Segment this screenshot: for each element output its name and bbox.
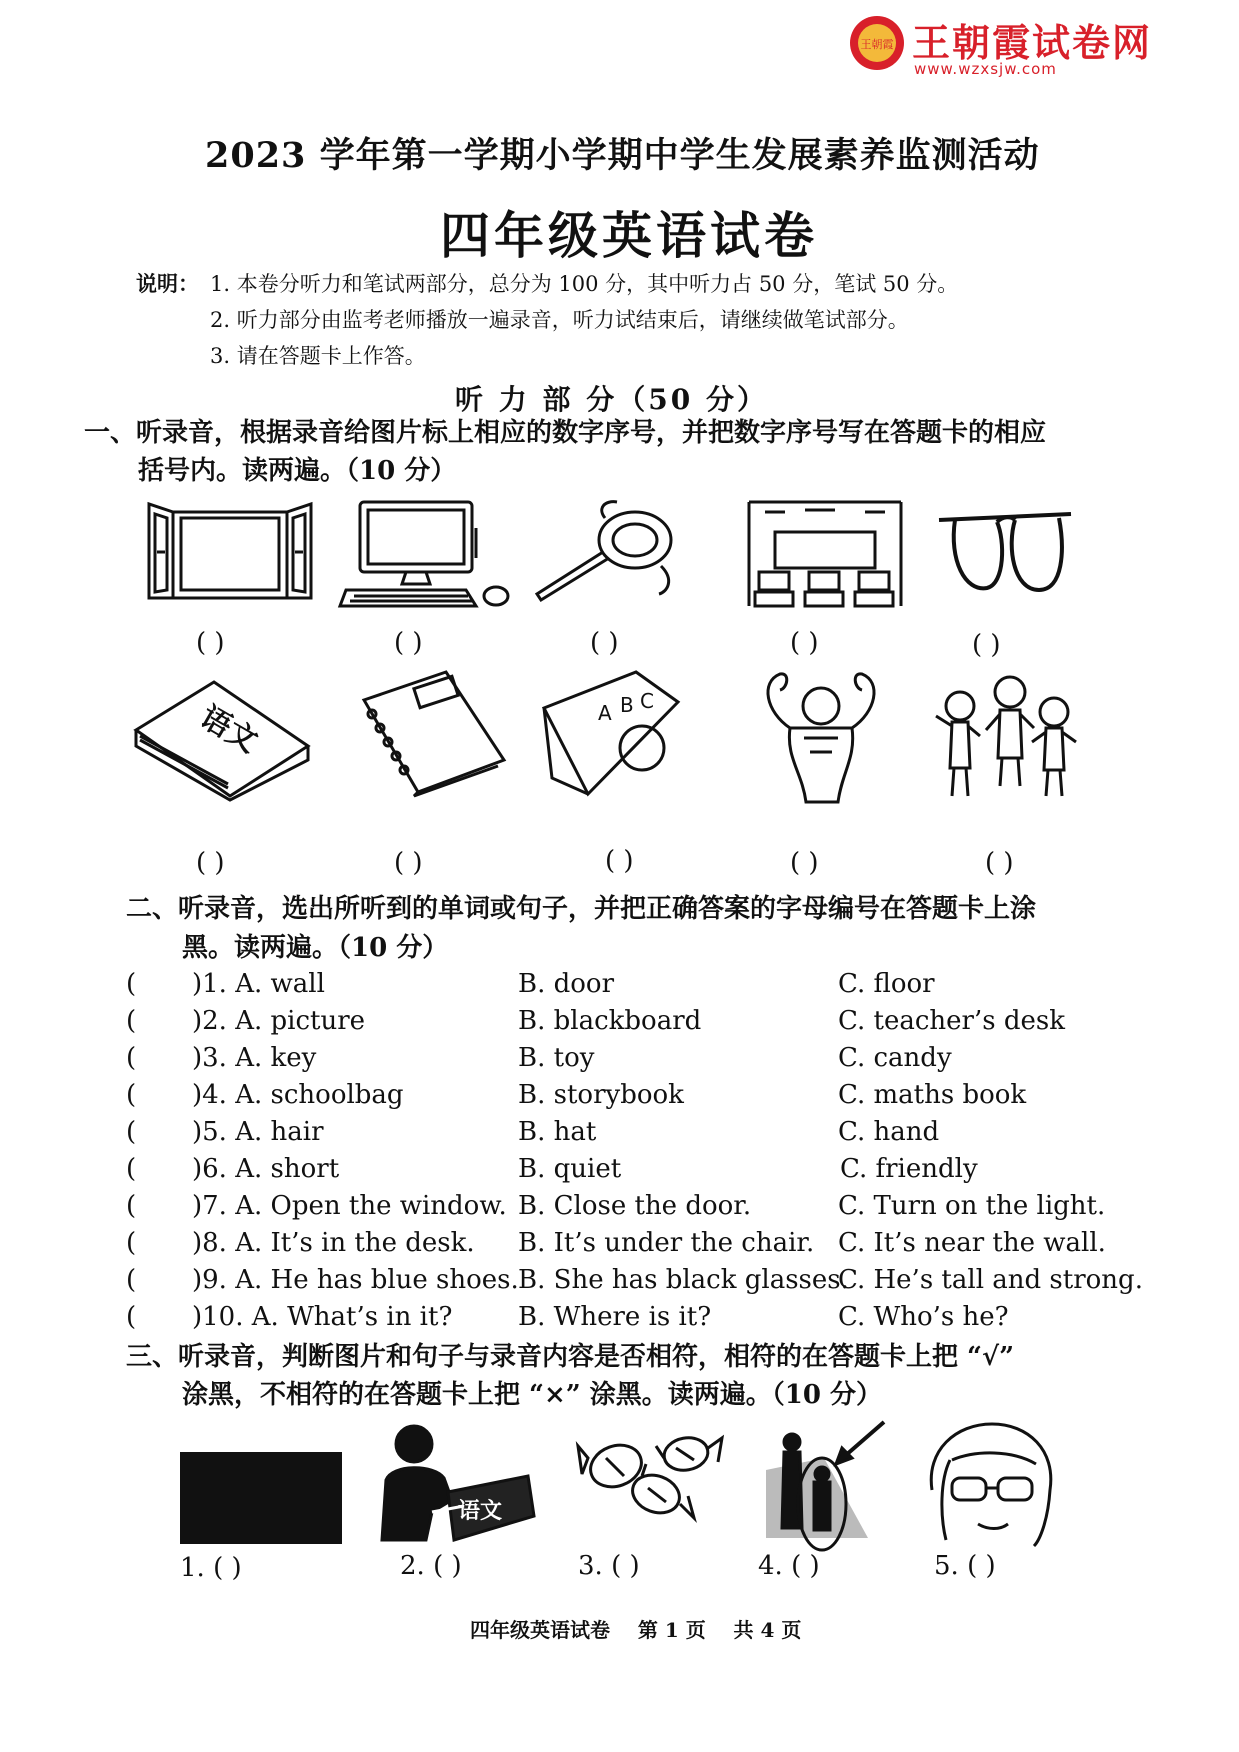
answer-paren[interactable]: ( [126, 1191, 137, 1221]
classroom-icon [745, 498, 905, 610]
option-c: C. It’s near the wall. [838, 1228, 1106, 1258]
answer-blank[interactable]: ( ) [790, 848, 819, 878]
option-a: )9. A. He has blue shoes. [192, 1265, 519, 1295]
part3-instruction-line1: 三、听录音，判断图片和句子与录音内容是否相符，相符的在答题卡上把 “√” [126, 1342, 1015, 1372]
computer-icon [346, 498, 516, 610]
answer-paren[interactable]: ( [126, 1302, 137, 1332]
option-a: )7. A. Open the window. [192, 1191, 507, 1221]
brand-name: 王朝霞试卷网 [912, 21, 1153, 65]
teacher-desk-icon [372, 1420, 542, 1548]
part2-instruction-line1: 二、听录音，选出所听到的单词或句子，并把正确答案的字母编号在答题卡上涂 [126, 894, 1037, 924]
option-b: B. toy [518, 1043, 595, 1073]
option-b: B. storybook [518, 1080, 684, 1110]
window-icon [145, 498, 315, 608]
glasses-icon [935, 510, 1075, 600]
svg-text:A: A [598, 701, 612, 725]
answer-paren[interactable]: ( [126, 1265, 137, 1295]
instruction-1: 1. 本卷分听力和笔试两部分，总分为 100 分，其中听力占 50 分，笔试 50 分。 [210, 272, 959, 296]
svg-text:B: B [620, 693, 634, 717]
answer-paren[interactable]: ( [126, 969, 137, 999]
option-b: B. hat [518, 1117, 597, 1147]
answer-blank[interactable]: ( ) [590, 628, 619, 658]
brand-url: www.wzxsjw.com [914, 60, 1057, 78]
candy-icon [576, 1418, 724, 1538]
option-b: B. Close the door. [518, 1191, 752, 1221]
part2-instruction-line2: 黑。读两遍。（10 分） [182, 933, 449, 963]
instruction-2: 2. 听力部分由监考老师播放一遍录音，听力试结束后，请继续做笔试部分。 [210, 308, 909, 332]
answer-paren[interactable]: ( [126, 1117, 137, 1147]
key-icon [535, 496, 695, 606]
option-a: )1. A. wall [192, 969, 325, 999]
desk-book-label: 语文 [458, 1499, 503, 1524]
answer-blank[interactable]: 4. ( ) [758, 1551, 820, 1581]
tall-man-icon [764, 1418, 894, 1550]
option-a: )3. A. key [192, 1043, 317, 1073]
answer-blank[interactable]: ( ) [196, 628, 225, 658]
answer-blank[interactable]: ( ) [985, 848, 1014, 878]
part3-instruction-line2: 涂黑，不相符的在答题卡上把 “×” 涂黑。读两遍。（10 分） [182, 1380, 883, 1410]
option-b: B. It’s under the chair. [518, 1228, 815, 1258]
answer-blank[interactable]: 1. ( ) [180, 1553, 242, 1583]
answer-blank[interactable]: 3. ( ) [578, 1551, 640, 1581]
option-b: B. She has black glasses. [518, 1265, 849, 1295]
option-a: )6. A. short [192, 1154, 340, 1184]
option-a: )4. A. schoolbag [192, 1080, 404, 1110]
option-c: C. teacher’s desk [838, 1006, 1065, 1036]
exam-title: 2023 学年第一学期小学期中学生发展素养监测活动 [205, 135, 1040, 176]
answer-blank[interactable]: ( ) [196, 848, 225, 878]
option-a: )10. A. What’s in it? [192, 1302, 453, 1332]
answer-paren[interactable]: ( [126, 1006, 137, 1036]
answer-paren[interactable]: ( [126, 1080, 137, 1110]
option-c: C. Who’s he? [838, 1302, 1009, 1332]
option-b: B. blackboard [518, 1006, 702, 1036]
blackboard-icon [180, 1452, 342, 1544]
option-c: C. hand [838, 1117, 940, 1147]
option-c: C. candy [838, 1043, 952, 1073]
option-c: C. floor [838, 969, 935, 999]
option-c: C. He’s tall and strong. [838, 1265, 1143, 1295]
answer-blank[interactable]: 2. ( ) [400, 1551, 462, 1581]
answer-blank[interactable]: ( ) [394, 628, 423, 658]
option-c: C. maths book [838, 1080, 1027, 1110]
option-a: )5. A. hair [192, 1117, 324, 1147]
svg-text:C: C [640, 689, 654, 713]
option-b: B. Where is it? [518, 1302, 712, 1332]
answer-paren[interactable]: ( [126, 1043, 137, 1073]
strong-man-icon [746, 668, 896, 808]
brand-logo [848, 10, 1168, 80]
page-footer: 四年级英语试卷 第 1 页 共 4 页 [470, 1618, 802, 1642]
instruction-3: 3. 请在答题卡上作答。 [210, 344, 426, 368]
answer-blank[interactable]: 5. ( ) [934, 1551, 996, 1581]
part1-instruction-line2: 括号内。读两遍。（10 分） [138, 456, 457, 486]
svg-text:王朝霞: 王朝霞 [860, 38, 894, 51]
answer-blank[interactable]: ( ) [394, 848, 423, 878]
answer-blank[interactable]: ( ) [605, 846, 634, 876]
option-b: B. quiet [518, 1154, 622, 1184]
notebook-icon [348, 668, 508, 798]
answer-paren[interactable]: ( [126, 1228, 137, 1258]
instructions-label: 说明： [136, 271, 199, 296]
chinese-book-icon [132, 672, 312, 802]
book-cover-text: 语文 [194, 699, 264, 760]
friends-icon [930, 672, 1080, 802]
answer-blank[interactable]: ( ) [972, 630, 1001, 660]
seal-icon [848, 14, 906, 72]
answer-paren[interactable]: ( [126, 1154, 137, 1184]
storybook-icon [540, 668, 690, 798]
answer-blank[interactable]: ( ) [790, 628, 819, 658]
option-c: C. friendly [840, 1154, 978, 1184]
section-heading: 听 力 部 分（50 分） [455, 383, 768, 416]
exam-subtitle: 四年级英语试卷 [440, 206, 818, 265]
option-c: C. Turn on the light. [838, 1191, 1106, 1221]
part1-instruction-line1: 一、听录音，根据录音给图片标上相应的数字序号，并把数字序号写在答题卡的相应 [84, 418, 1047, 448]
option-b: B. door [518, 969, 615, 999]
option-a: )2. A. picture [192, 1006, 366, 1036]
girl-glasses-icon [916, 1420, 1066, 1548]
option-a: )8. A. It’s in the desk. [192, 1228, 475, 1258]
